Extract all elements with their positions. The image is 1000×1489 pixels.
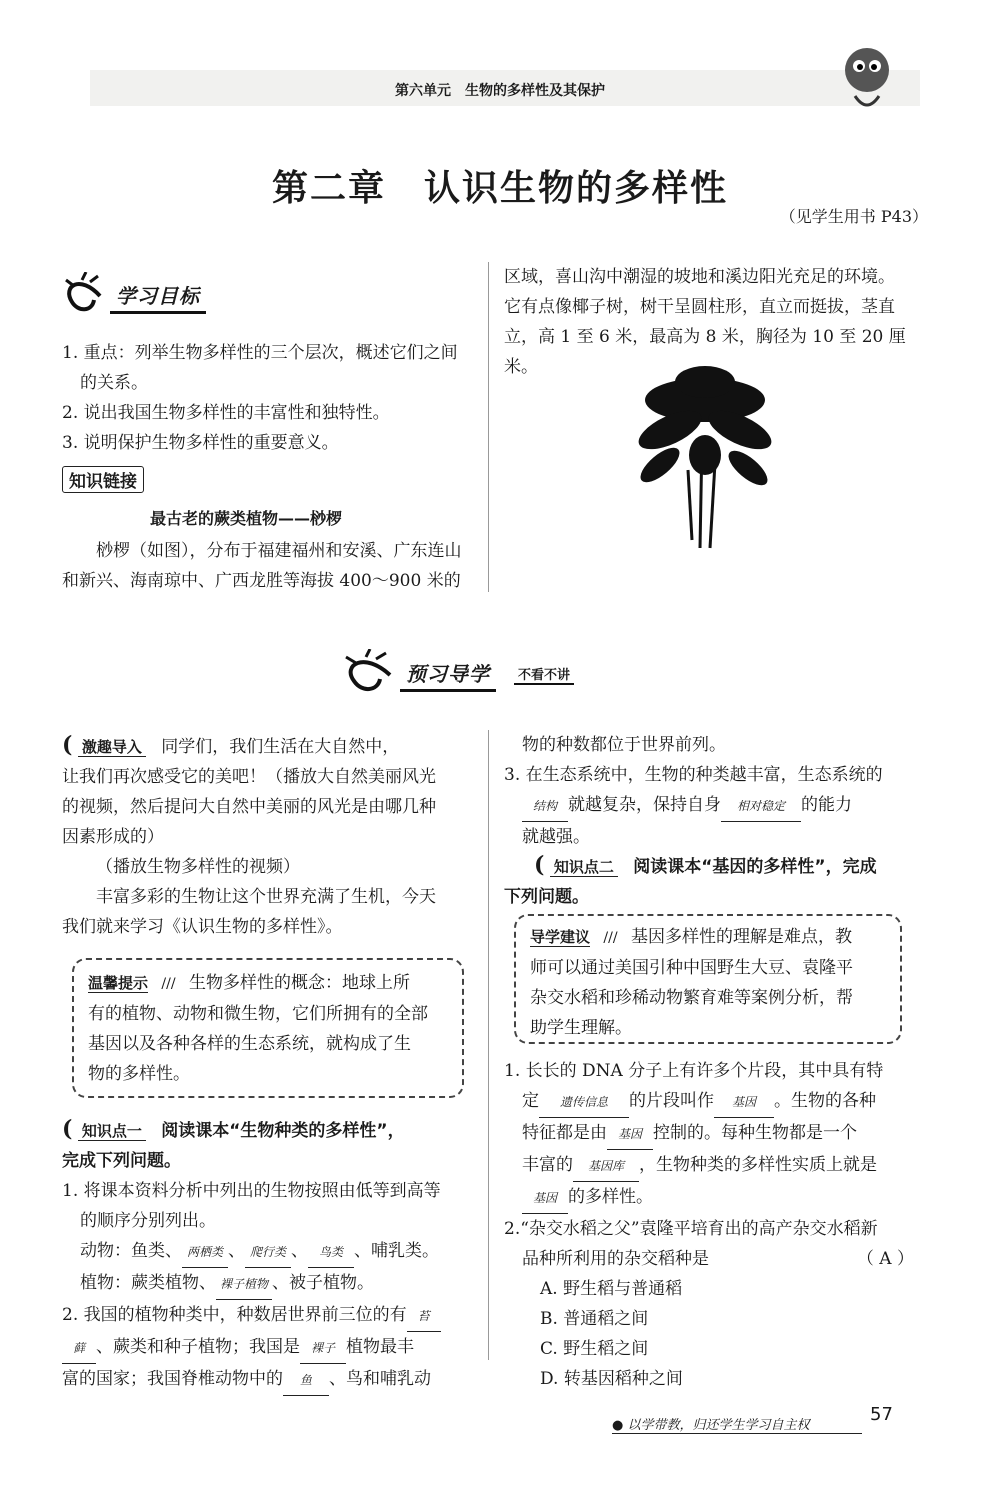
kp2-title2: 下列问题。 bbox=[504, 887, 589, 907]
bullet-icon: ● bbox=[612, 1418, 624, 1433]
tree-fern-image bbox=[630, 360, 780, 555]
kp1-title2: 完成下列问题。 bbox=[62, 1151, 181, 1171]
intro-line: 我们就来学习《认识生物的多样性》。 bbox=[62, 917, 343, 937]
intro-line: 同学们，我们生活在大自然中， bbox=[161, 737, 400, 757]
text: 的片段叫作 bbox=[629, 1091, 714, 1111]
slash-icon: /// bbox=[603, 930, 618, 946]
option-item: A. 野生稻与普通稻 bbox=[540, 1279, 683, 1299]
kp1-q3-line: 就越强。 bbox=[522, 827, 590, 847]
option-item: D. 转基因稻种之间 bbox=[540, 1369, 683, 1389]
kp2-q1-line bbox=[504, 1150, 924, 1182]
goals-list bbox=[62, 338, 482, 458]
option-item: B. 普通稻之间 bbox=[540, 1309, 649, 1329]
answer-blank: 基因 bbox=[522, 1183, 568, 1214]
advice-line: 助学生理解。 bbox=[530, 1018, 632, 1038]
answer-blank: 鱼 bbox=[283, 1365, 329, 1396]
column-divider bbox=[488, 730, 489, 1360]
mascot-icon bbox=[835, 38, 905, 113]
bracket-icon: ( bbox=[534, 852, 545, 878]
tip-line: 有的植物、动物和微生物，它们所拥有的全部 bbox=[88, 1004, 428, 1024]
kp2-label: 知识点二 bbox=[550, 858, 618, 877]
advice-label: 导学建议 bbox=[530, 928, 591, 946]
intro-line: 丰富多彩的生物让这个世界充满了生机，今天 bbox=[96, 887, 436, 907]
text: 的多样性。 bbox=[568, 1187, 653, 1207]
tip-line: 生物多样性的概念：地球上所 bbox=[188, 973, 410, 993]
kp2-q1-line bbox=[504, 1118, 924, 1150]
preview-title: 预习导学 bbox=[400, 656, 496, 692]
kp1-title: 阅读课本“生物种类的多样性”， bbox=[161, 1121, 405, 1141]
preview-banner bbox=[340, 650, 574, 698]
answer-blank: 苔 bbox=[407, 1301, 441, 1332]
kp1-q2-line bbox=[62, 1300, 482, 1332]
text: 定 bbox=[522, 1091, 539, 1111]
text: 的能力 bbox=[801, 795, 852, 815]
kp1-q2-line: 物的种数都位于世界前列。 bbox=[522, 735, 726, 755]
kp1-q3-line bbox=[504, 790, 924, 822]
goal-item: 的关系。 bbox=[80, 373, 148, 393]
link-line: 桫椤（如图），分布于福建福州和安溪、广东连山 bbox=[96, 541, 462, 561]
link-line: 和新兴、海南琼中、广西龙胜等海拔 400～900 米的 bbox=[62, 571, 461, 591]
text: 植物：蕨类植物、 bbox=[80, 1273, 216, 1293]
kp1-q2-line bbox=[62, 1332, 482, 1364]
kp1-question: 的顺序分别列出。 bbox=[80, 1211, 216, 1231]
answer-blank: 基因库 bbox=[573, 1151, 639, 1182]
unit-header: 第六单元 生物的多样性及其保护 bbox=[395, 83, 605, 99]
text: 控制的。每种生物都是一个 bbox=[653, 1123, 857, 1143]
answer-blank: 基因 bbox=[607, 1119, 653, 1150]
kp2-questions bbox=[504, 1056, 924, 1394]
tip-label: 温馨提示 bbox=[88, 974, 149, 992]
text: 动物：鱼类、 bbox=[80, 1241, 182, 1261]
text: 、鸟和哺乳动 bbox=[329, 1369, 431, 1389]
link-line: 它有点像椰子树，树干呈圆柱形，直立而挺拔，茎直 bbox=[504, 297, 895, 317]
text: 丰富的 bbox=[522, 1155, 573, 1175]
answer-blank: 结构 bbox=[522, 791, 568, 822]
text: 就越复杂，保持自身 bbox=[568, 795, 721, 815]
link-label: 知识链接 bbox=[62, 466, 144, 493]
bracket-icon: ( bbox=[62, 732, 73, 758]
answer-blank: 基因 bbox=[714, 1087, 774, 1118]
advice-line: 基因多样性的理解是难点，教 bbox=[630, 927, 852, 947]
option-item: C. 野生稻之间 bbox=[540, 1339, 649, 1359]
text: 富的国家；我国脊椎动物中的 bbox=[62, 1369, 283, 1389]
chapter-title: 第二章 认识生物的多样性 bbox=[271, 168, 728, 209]
answer-blank: 裸子 bbox=[300, 1333, 346, 1364]
kp1-animal-line: 动物：鱼类、 两栖类 、 爬行类 、 鸟类 、哺乳类。 bbox=[62, 1236, 482, 1268]
goal-item: 1. 重点：列举生物多样性的三个层次，概述它们之间 bbox=[62, 343, 458, 363]
tip-box bbox=[72, 958, 464, 1098]
kp1-continued bbox=[504, 730, 924, 852]
text: 2. 我国的植物种类中，种数居世界前三位的有 bbox=[62, 1305, 407, 1325]
text: 品种所利用的杂交稻种是 bbox=[522, 1249, 709, 1269]
intro-block bbox=[62, 730, 482, 942]
answer-blank: 鸟类 bbox=[308, 1237, 354, 1268]
intro-line: 因素形成的） bbox=[62, 827, 164, 847]
goal-item: 3. 说明保护生物多样性的重要意义。 bbox=[62, 433, 339, 453]
text: 、被子植物。 bbox=[272, 1273, 375, 1293]
intro-label: 激趣导入 bbox=[78, 738, 146, 757]
kp2-title: 阅读课本“基因的多样性”，完成 bbox=[633, 857, 877, 877]
answer-blank: 藓 bbox=[62, 1333, 96, 1364]
kp2-q1-line bbox=[504, 1182, 924, 1214]
answer-blank: 遗传信息 bbox=[539, 1087, 629, 1118]
text: 特征都是由 bbox=[522, 1123, 607, 1143]
kp2-q1-line: 1. 长长的 DNA 分子上有许多个片段，其中具有特 bbox=[504, 1061, 884, 1081]
motto-text: 以学带教，归还学生学习自主权 bbox=[627, 1418, 810, 1433]
column-divider bbox=[488, 262, 489, 592]
kp1-block bbox=[62, 1114, 482, 1396]
text: 、哺乳类。 bbox=[354, 1241, 439, 1261]
tip-line: 基因以及各种各样的生态系统，就构成了生 bbox=[88, 1034, 411, 1054]
text: 植物最丰 bbox=[346, 1337, 414, 1357]
slash-icon: /// bbox=[161, 976, 176, 992]
footer-motto bbox=[612, 1414, 862, 1434]
advice-line: 师可以通过美国引种中国野生大豆、袁隆平 bbox=[530, 958, 853, 978]
page-number: 57 bbox=[870, 1404, 893, 1425]
intro-line: （播放生物多样性的视频） bbox=[96, 857, 300, 877]
kp1-plant-line bbox=[62, 1268, 482, 1300]
kp2-header bbox=[504, 850, 924, 912]
advice-box bbox=[514, 914, 902, 1044]
kp1-question: 1. 将课本资料分析中列出的生物按照由低等到高等 bbox=[62, 1181, 441, 1201]
kp1-q2-line bbox=[62, 1364, 482, 1396]
intro-line: 的视频，然后提问大自然中美丽的风光是由哪几种 bbox=[62, 797, 436, 817]
kp1-q3-line: 3. 在生态系统中，生物的种类越丰富，生态系统的 bbox=[504, 765, 883, 785]
answer-blank: 爬行类 bbox=[245, 1237, 291, 1268]
answer-choice: （ A ） bbox=[856, 1249, 914, 1269]
kp1-label: 知识点一 bbox=[78, 1122, 146, 1141]
book-reference: （见学生用书 P43） bbox=[779, 207, 928, 226]
swirl-icon bbox=[60, 272, 110, 320]
advice-line: 杂交水稻和珍稀动物繁育难等案例分析，帮 bbox=[530, 988, 853, 1008]
goal-item: 2. 说出我国生物多样性的丰富性和独特性。 bbox=[62, 403, 390, 423]
text: ，生物种类的多样性实质上就是 bbox=[639, 1155, 877, 1175]
text: 。生物的各种 bbox=[774, 1091, 876, 1111]
link-line: 区域，喜山沟中潮湿的坡地和溪边阳光充足的环境。 bbox=[504, 267, 895, 287]
tip-line: 物的多样性。 bbox=[88, 1064, 190, 1084]
kp2-q2-line bbox=[504, 1244, 924, 1274]
bracket-icon: ( bbox=[62, 1116, 73, 1142]
link-line: 立，高 1 至 6 米，最高为 8 米，胸径为 10 至 20 厘米。 bbox=[504, 327, 906, 377]
swirl-icon bbox=[340, 649, 400, 699]
text: 、蕨类和种子植物；我国是 bbox=[96, 1337, 300, 1357]
kp2-q2-line: 2.“杂交水稻之父”袁隆平培育出的高产杂交水稻新 bbox=[504, 1219, 878, 1239]
goals-title: 学习目标 bbox=[110, 278, 206, 314]
answer-blank: 两栖类 bbox=[182, 1237, 228, 1268]
link-title: 最古老的蕨类植物——桫椤 bbox=[150, 509, 343, 528]
kp2-q1-line bbox=[504, 1086, 924, 1118]
goals-banner bbox=[60, 272, 206, 320]
link-body bbox=[62, 536, 482, 596]
preview-subtitle: 不看不讲 bbox=[514, 664, 574, 685]
answer-blank: 裸子植物 bbox=[216, 1269, 272, 1300]
intro-line: 让我们再次感受它的美吧！（播放大自然美丽风光 bbox=[62, 767, 436, 787]
answer-blank: 相对稳定 bbox=[721, 791, 801, 822]
